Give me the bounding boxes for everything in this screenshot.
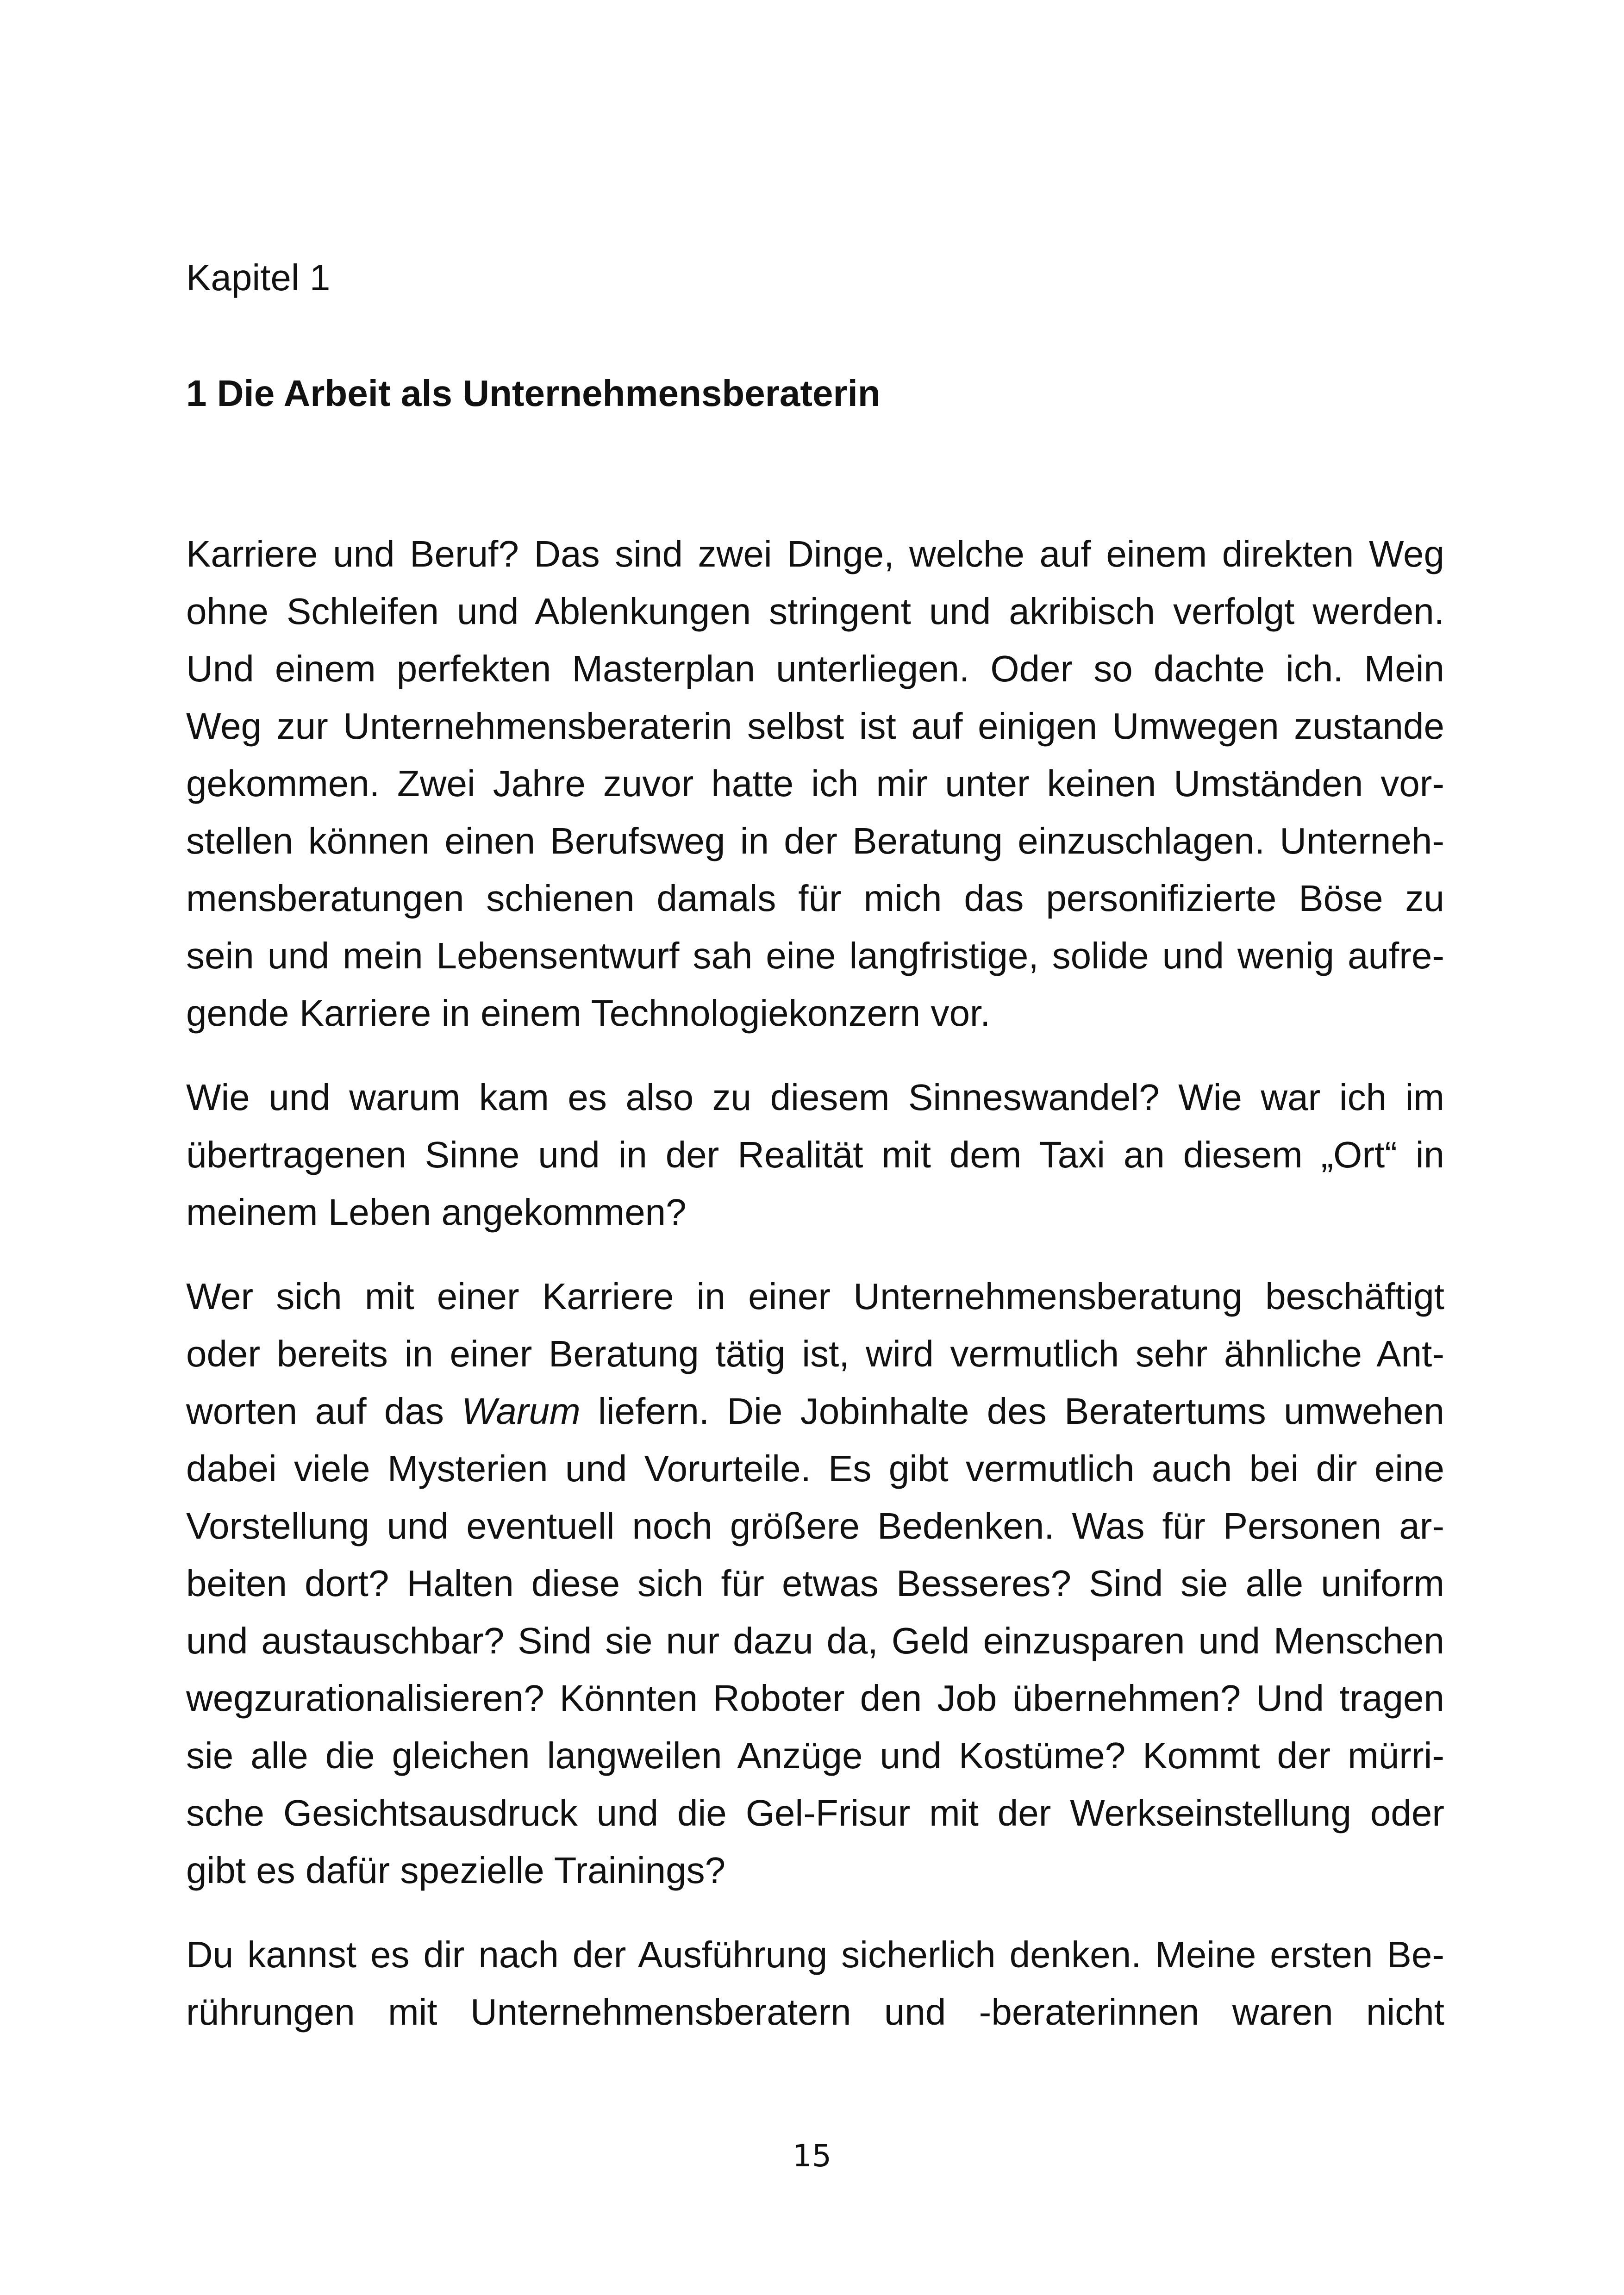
text-line: beiten dort? Halten diese sich für etwas Besseres? Sind sie alle uniform [186,1563,1444,1604]
body-text [186,525,1444,2068]
text-line: und austauschbar? Sind sie nur dazu da, Geld einzusparen und Menschen [186,1620,1444,1661]
text-line: rührungen mit Unternehmensberatern und -beraterinnen waren nicht [186,1991,1444,2033]
text-line: Wie und warum kam es also zu diesem Sinneswandel? Wie war ich im [186,1077,1444,1118]
text-line: Wer sich mit einer Karriere in einer Unternehmensberatung beschäftigt [186,1276,1444,1317]
chapter-title: 1 Die Arbeit als Unternehmensberaterin [186,373,881,414]
text-line: sie alle die gleichen langweilen Anzüge und Kostüme? Kommt der mürri- [186,1735,1444,1776]
paragraph-2 [186,1069,1444,1241]
text-line: stellen können einen Berufsweg in der Beratung einzuschlagen. Unterneh- [186,820,1444,861]
text-segment: worten auf das [186,1391,462,1432]
text-line-with-emphasis [186,1383,1444,1440]
text-line: dabei viele Mysterien und Vorurteile. Es gibt vermutlich auch bei dir eine [186,1448,1444,1489]
paragraph-1 [186,525,1444,1042]
paragraph-3 [186,1268,1444,1899]
paragraph-4 [186,1926,1444,2041]
text-line: Karriere und Beruf? Das sind zwei Dinge, welche auf einem direkten Weg [186,533,1444,574]
text-line: sein und mein Lebensentwurf sah eine langfristige, solide und wenig aufre- [186,935,1444,976]
text-line: gekommen. Zwei Jahre zuvor hatte ich mir unter keinen Umständen vor- [186,763,1444,804]
text-line: ohne Schleifen und Ablenkungen stringent und akribisch verfolgt werden. [186,591,1444,632]
text-line: Und einem perfekten Masterplan unterliegen. Oder so dachte ich. Mein [186,648,1444,689]
text-line: Weg zur Unternehmensberaterin selbst ist auf einigen Umwegen zustande [186,705,1444,747]
text-line: gende Karriere in einem Technologiekonzern vor. [186,992,991,1034]
page-number: 15 [793,2138,831,2174]
text-line: oder bereits in einer Beratung tätig ist, wird vermutlich sehr ähnliche Ant- [186,1333,1444,1374]
chapter-label: Kapitel 1 [186,257,331,298]
text-line: gibt es dafür spezielle Trainings? [186,1850,726,1891]
text-line: mensberatungen schienen damals für mich das personifizierte Böse zu [186,878,1444,919]
text-line: meinem Leben angekommen? [186,1191,687,1233]
text-line: wegzurationalisieren? Könnten Roboter den Job übernehmen? Und tragen [186,1678,1444,1719]
emphasis-word: Warum [462,1391,581,1432]
text-line: Vorstellung und eventuell noch größere Bedenken. Was für Personen ar- [186,1505,1444,1547]
text-segment: liefern. Die Jobinhalte des Beratertums umwehen [580,1391,1444,1432]
text-line: sche Gesichtsausdruck und die Gel-Frisur mit der Werkseinstellung oder [186,1792,1444,1834]
text-line: übertragenen Sinne und in der Realität mit dem Taxi an diesem „Ort“ in [186,1134,1444,1175]
text-line: Du kannst es dir nach der Ausführung sicherlich denken. Meine ersten Be- [186,1934,1444,1975]
